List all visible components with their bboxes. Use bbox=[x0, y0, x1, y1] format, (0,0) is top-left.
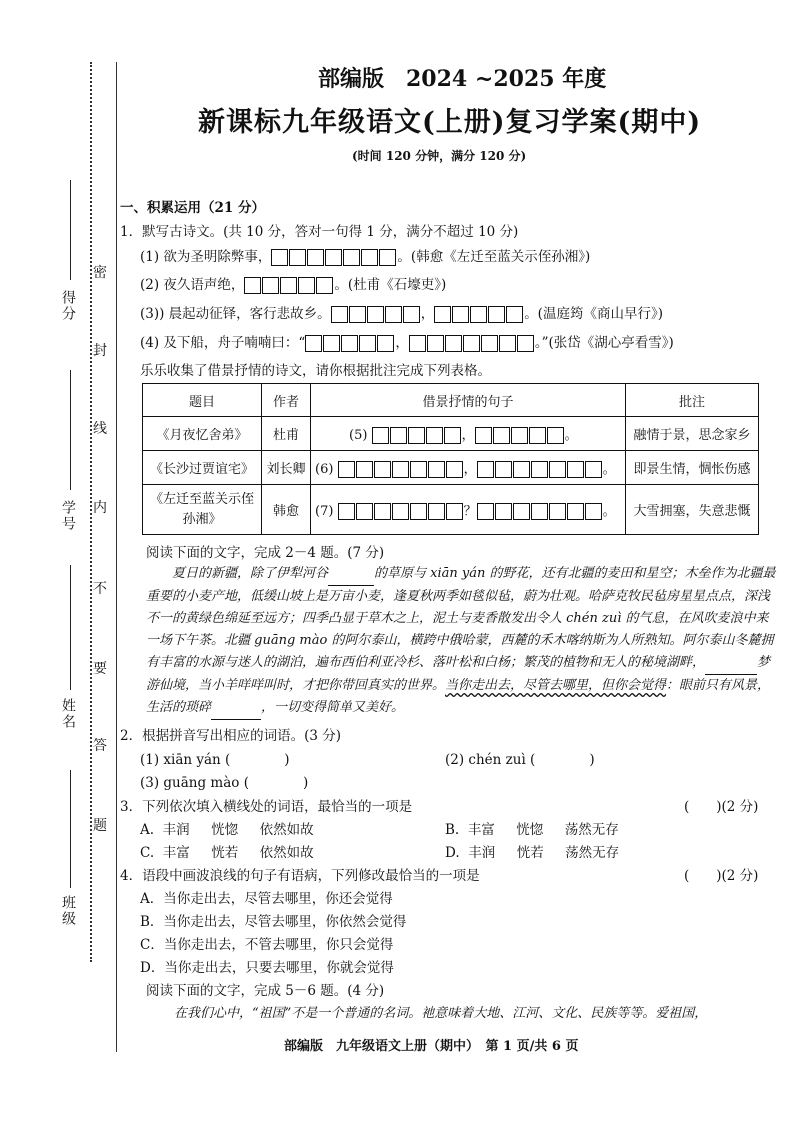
q2-stem: 2．根据拼音写出相应的词语。(3 分) bbox=[120, 728, 342, 744]
table-header: 题目 bbox=[143, 384, 262, 417]
option-word: 依然如故 bbox=[259, 845, 314, 861]
binding-dotted-line bbox=[90, 62, 92, 962]
q1-item-source: 。(温庭筠《商山早行》) bbox=[524, 306, 663, 322]
poem-table bbox=[142, 383, 759, 535]
poem-author: 韩愈 bbox=[262, 485, 311, 535]
q1-item-source: 。(韩愈《左迁至蓝关示侄孙湘》) bbox=[397, 249, 591, 265]
q1-item-text: (2) 夜久语声绝， bbox=[140, 277, 245, 293]
option-word: 恍惚 bbox=[211, 822, 239, 838]
answer-boxes[interactable] bbox=[434, 306, 524, 323]
poem-note: 即景生情，惆怅伤感 bbox=[626, 451, 759, 485]
passage-text: 夏日的新疆，除了伊犁河谷 bbox=[172, 566, 329, 581]
q1-item-4 bbox=[140, 331, 674, 352]
time-note: (时间 120 分钟，满分 120 分) bbox=[352, 149, 527, 163]
row-sep: ， bbox=[461, 427, 475, 443]
student-id-line bbox=[70, 370, 71, 490]
q1-item-sep: ， bbox=[420, 306, 435, 322]
table-row bbox=[143, 485, 759, 535]
option-letter: D. bbox=[445, 845, 460, 861]
fill-blank[interactable] bbox=[211, 697, 261, 720]
q2-item-b[interactable]: (2) chén zuì ( ) bbox=[445, 752, 595, 768]
q4-option-a[interactable]: A．当你走出去，尽管去哪里，你还会觉得 bbox=[140, 891, 393, 907]
q4-option-b[interactable]: B．当你走出去，尽管去哪里，你依然会觉得 bbox=[140, 914, 407, 930]
answer-boxes[interactable] bbox=[409, 335, 535, 352]
section-heading: 一、积累运用（21 分） bbox=[120, 200, 265, 216]
edition-line: 部编版 2024 ~2025 年度 bbox=[318, 66, 607, 92]
row-number: (6) bbox=[315, 461, 334, 477]
option-word: 荡然无存 bbox=[565, 845, 620, 861]
q3-answer[interactable]: ( )(2 分) bbox=[684, 799, 759, 815]
option-word: 恍若 bbox=[211, 845, 239, 861]
q3-option-c[interactable] bbox=[140, 841, 314, 861]
q3-option-a[interactable] bbox=[140, 818, 314, 838]
score-line bbox=[70, 180, 71, 280]
poem-author: 杜甫 bbox=[262, 417, 311, 451]
reading1-intro: 阅读下面的文字，完成 2－4 题。(7 分) bbox=[146, 545, 385, 561]
row-end: 。 bbox=[602, 461, 616, 477]
answer-boxes[interactable] bbox=[475, 427, 565, 444]
class-label: 班级 bbox=[60, 895, 76, 927]
wavy-sentence: 当你走出去，尽管去哪里，但你会觉得 bbox=[445, 678, 667, 693]
q4-stem: 4．语段中画波浪线的句子有语病，下列修改最恰当的一项是 bbox=[120, 868, 480, 884]
answer-boxes[interactable] bbox=[305, 335, 395, 352]
score-label: 得分 bbox=[60, 290, 76, 322]
option-letter: C. bbox=[140, 845, 155, 861]
page-footer: 部编版 九年级语文上册（期中） 第 1 页/共 6 页 bbox=[284, 1039, 579, 1054]
q3-option-b[interactable] bbox=[445, 818, 619, 838]
q3-stem: 3．下列依次填入横线处的词语，最恰当的一项是 bbox=[120, 799, 413, 815]
q1-item-3 bbox=[140, 302, 663, 323]
reading1-passage bbox=[146, 563, 776, 720]
q1-item-sep: ， bbox=[395, 335, 409, 351]
row-end: 。 bbox=[564, 427, 578, 443]
table-row bbox=[143, 451, 759, 485]
row-end: 。 bbox=[602, 503, 616, 519]
seal-char: 线 bbox=[93, 421, 107, 437]
answer-boxes[interactable] bbox=[244, 277, 334, 294]
row-number: (5) bbox=[349, 427, 368, 443]
q1-item-2 bbox=[140, 273, 446, 294]
table-row bbox=[143, 417, 759, 451]
margin-rule bbox=[116, 62, 117, 1052]
passage-text: 的草原与 xiān yán 的野花，还有北疆的麦田和星空；木垒作为北疆最重要的小麦产地，低缓山坡上是万亩小麦，逢夏秋两季如毯似毡，蔚为壮观。哈萨克牧民毡房星星点点，深浅不一的黄绿色绵延至远方；四季凸显于草木之上，泥土与麦香散发出令人 chén zuì 的气息，在风吹麦浪中来一场下午茶。北疆 guāng mào 的阿尔泰山，横跨中俄哈蒙，西麓的禾木喀纳斯为人所熟知。阿尔泰山冬麓拥有丰富的水源与迷人的湖泊，遍布西伯利亚冷杉、落叶松和白杨；繁茂的植物和无人的秘境湖畔， bbox=[146, 566, 776, 670]
q1-item-1 bbox=[140, 245, 590, 266]
q1-item-text: (1) 欲为圣明除弊事， bbox=[140, 249, 272, 265]
reading2-passage: 在我们心中，“祖国”不是一个普通的名词。祂意味着大地、江河、文化、民族等等。爱祖国， bbox=[174, 1006, 708, 1021]
table-header: 作者 bbox=[262, 384, 311, 417]
option-word: 丰富 bbox=[467, 822, 495, 838]
answer-boxes[interactable] bbox=[477, 461, 603, 478]
answer-boxes[interactable] bbox=[477, 503, 603, 520]
option-word: 恍惚 bbox=[516, 822, 544, 838]
q3-option-d[interactable] bbox=[445, 841, 619, 861]
option-letter: B. bbox=[445, 822, 460, 838]
table-header: 批注 bbox=[626, 384, 759, 417]
table-intro: 乐乐收集了借景抒情的诗文，请你根据批注完成下列表格。 bbox=[140, 363, 491, 379]
answer-boxes[interactable] bbox=[331, 306, 421, 323]
student-id-label: 学号 bbox=[60, 500, 76, 532]
q1-item-source: 。”(张岱《湖心亭看雪》) bbox=[534, 335, 674, 351]
q4-option-d[interactable]: D．当你走出去，只要去哪里，你就会觉得 bbox=[140, 960, 394, 976]
option-word: 恍若 bbox=[516, 845, 544, 861]
poem-title: 《左迁至蓝关示侄孙湘》 bbox=[143, 485, 262, 535]
option-letter: A. bbox=[140, 822, 155, 838]
poem-sentence bbox=[311, 417, 626, 451]
q1-item-source: 。(杜甫《石壕吏》) bbox=[334, 277, 447, 293]
poem-title: 《长沙过贾谊宅》 bbox=[143, 451, 262, 485]
name-line bbox=[70, 565, 71, 690]
seal-char: 内 bbox=[93, 500, 107, 516]
fill-blank[interactable] bbox=[705, 652, 757, 675]
q1-stem: 1．默写古诗文。(共 10 分，答对一句得 1 分，满分不超过 10 分) bbox=[120, 224, 519, 240]
option-word: 丰富 bbox=[162, 845, 190, 861]
reading2-intro: 阅读下面的文字，完成 5－6 题。(4 分) bbox=[146, 983, 385, 999]
page-title: 新课标九年级语文(上册)复习学案(期中) bbox=[198, 107, 702, 138]
passage-text: ：眼前只有风景，生活的琐碎 bbox=[146, 678, 771, 715]
answer-boxes[interactable] bbox=[372, 427, 462, 444]
passage-text: 梦游仙境，当小羊咩咩叫时，才把你带回真实的世界。 bbox=[146, 655, 771, 693]
poem-note: 融情于景，思念家乡 bbox=[626, 417, 759, 451]
answer-boxes[interactable] bbox=[338, 461, 464, 478]
row-sep: ？ bbox=[463, 503, 477, 519]
poem-sentence bbox=[311, 485, 626, 535]
seal-char: 题 bbox=[93, 818, 107, 834]
poem-title: 《月夜忆舍弟》 bbox=[143, 417, 262, 451]
poem-sentence bbox=[311, 451, 626, 485]
q1-item-text: (3)) 晨起动征铎，客行悲故乡。 bbox=[140, 306, 331, 322]
table-header: 借景抒情的句子 bbox=[311, 384, 626, 417]
name-label: 姓名 bbox=[60, 698, 76, 730]
row-number: (7) bbox=[315, 503, 334, 519]
fill-blank[interactable] bbox=[328, 563, 374, 586]
seal-char: 不 bbox=[93, 581, 107, 597]
q1-item-text: (4) 及下船，舟子喃喃曰：“ bbox=[140, 335, 306, 351]
class-line bbox=[70, 770, 71, 888]
row-sep: ， bbox=[463, 461, 477, 477]
q2-item-a[interactable]: (1) xiān yán ( ) bbox=[140, 752, 290, 768]
poem-author: 刘长卿 bbox=[262, 451, 311, 485]
answer-boxes[interactable] bbox=[338, 503, 464, 520]
poem-note: 大雪拥塞，失意悲慨 bbox=[626, 485, 759, 535]
q4-option-c[interactable]: C．当你走出去，不管去哪里，你只会觉得 bbox=[140, 937, 394, 953]
q4-answer[interactable]: ( )(2 分) bbox=[684, 868, 759, 884]
seal-char: 要 bbox=[93, 661, 107, 677]
option-word: 依然如故 bbox=[259, 822, 314, 838]
option-word: 荡然无存 bbox=[564, 822, 619, 838]
option-word: 丰润 bbox=[162, 822, 190, 838]
seal-char: 答 bbox=[93, 738, 107, 754]
seal-char: 密 bbox=[93, 265, 107, 281]
answer-boxes[interactable] bbox=[271, 249, 397, 266]
seal-char: 封 bbox=[93, 343, 107, 359]
passage-text: ，一切变得简单又美好。 bbox=[261, 700, 405, 715]
option-word: 丰润 bbox=[468, 845, 496, 861]
q2-item-c[interactable]: (3) guāng mào ( ) bbox=[140, 775, 309, 791]
